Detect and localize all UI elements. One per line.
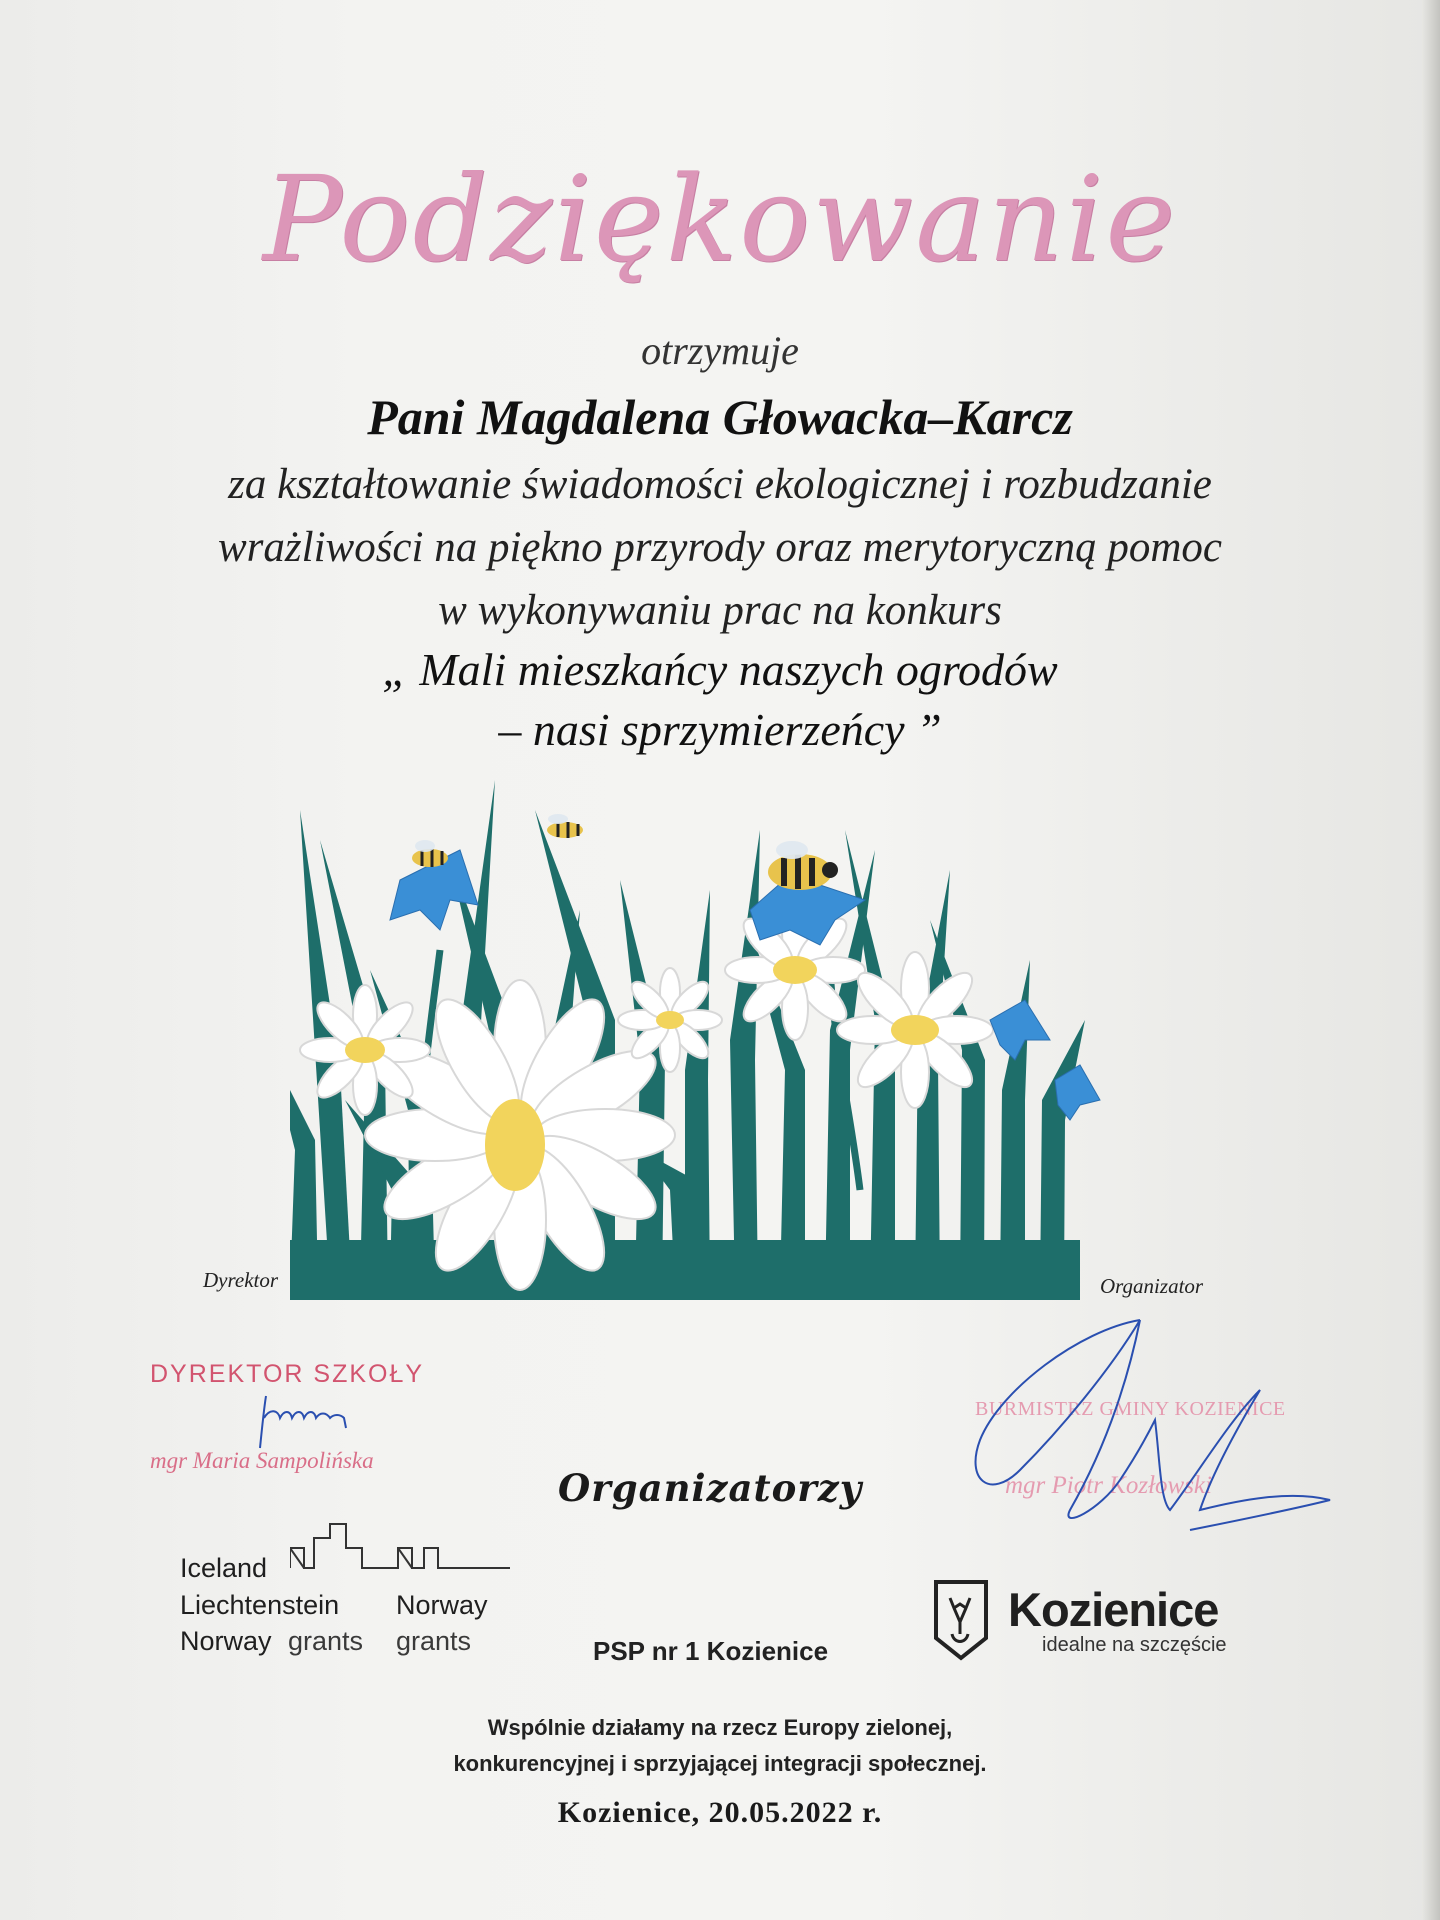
- bee-icon: [547, 814, 583, 838]
- contest-line: „ Mali mieszkańcy naszych ogrodów: [382, 644, 1058, 695]
- grants-line-norway-right: Norway: [396, 1590, 488, 1620]
- recipient-name: Pani Magdalena Głowacka–Karcz: [367, 389, 1073, 445]
- grants-line-grants: grants: [288, 1626, 364, 1656]
- contest-line: – nasi sprzymierzeńcy ”: [498, 704, 942, 755]
- motto: [0, 1710, 1440, 1782]
- paper-edge-shadow: [1422, 0, 1440, 1920]
- grants-line-liechtenstein: Liechtenstein: [180, 1590, 340, 1620]
- mayor-stamp-name: mgr Piotr Kozłowski: [1005, 1472, 1212, 1499]
- signature-label-director: Dyrektor: [203, 1268, 279, 1292]
- director-stamp: [150, 1360, 450, 1473]
- director-signature-icon: [250, 1388, 360, 1454]
- contest-title: [0, 640, 1440, 760]
- deer-crest-icon: [932, 1578, 990, 1662]
- grants-line-iceland: Iceland: [180, 1553, 268, 1583]
- reason-line: wrażliwości na piękno przyrody oraz merytoryczną pomoc: [217, 524, 1223, 571]
- school-name: PSP nr 1 Kozienice: [593, 1636, 829, 1666]
- organizers-heading: Organizatorzy: [558, 1466, 863, 1510]
- grants-line-grants-right: grants: [396, 1626, 472, 1656]
- motto-line: Wspólnie działamy na rzecz Europy zielonej,: [487, 1715, 953, 1740]
- certificate-title: Podziękowanie: [262, 150, 1178, 288]
- grants-skyline-icon: [290, 1518, 510, 1578]
- reason-text: [0, 453, 1440, 642]
- bee-icon: [768, 841, 838, 890]
- signature-label-organizer: Organizator: [1100, 1274, 1204, 1298]
- city-logo-name: Kozienice: [1008, 1583, 1219, 1636]
- received-by-label: otrzymuje: [641, 328, 799, 373]
- eea-norway-grants-logo: [180, 1518, 510, 1658]
- director-stamp-title: DYREKTOR SZKOŁY: [150, 1360, 425, 1388]
- director-stamp-name: mgr Maria Sampolińska: [150, 1448, 374, 1473]
- reason-line: w wykonywaniu prac na konkurs: [438, 587, 1002, 634]
- reason-line: za kształtowanie świadomości ekologicznej i rozbudzanie: [228, 461, 1212, 508]
- meadow-flowers-bees-illustration: [290, 770, 1110, 1300]
- place-and-date: Kozienice, 20.05.2022 r.: [557, 1796, 883, 1829]
- grants-line-norway: Norway: [180, 1626, 272, 1656]
- city-logo-tagline: idealne na szczęście: [1042, 1634, 1227, 1656]
- motto-line: konkurencyjnej i sprzyjającej integracji społecznej.: [453, 1751, 987, 1776]
- mayor-stamp-title: BURMISTRZ GMINY KOZIENICE: [975, 1398, 1286, 1420]
- bee-icon: [412, 840, 448, 867]
- mayor-signature-icon: [960, 1310, 1340, 1550]
